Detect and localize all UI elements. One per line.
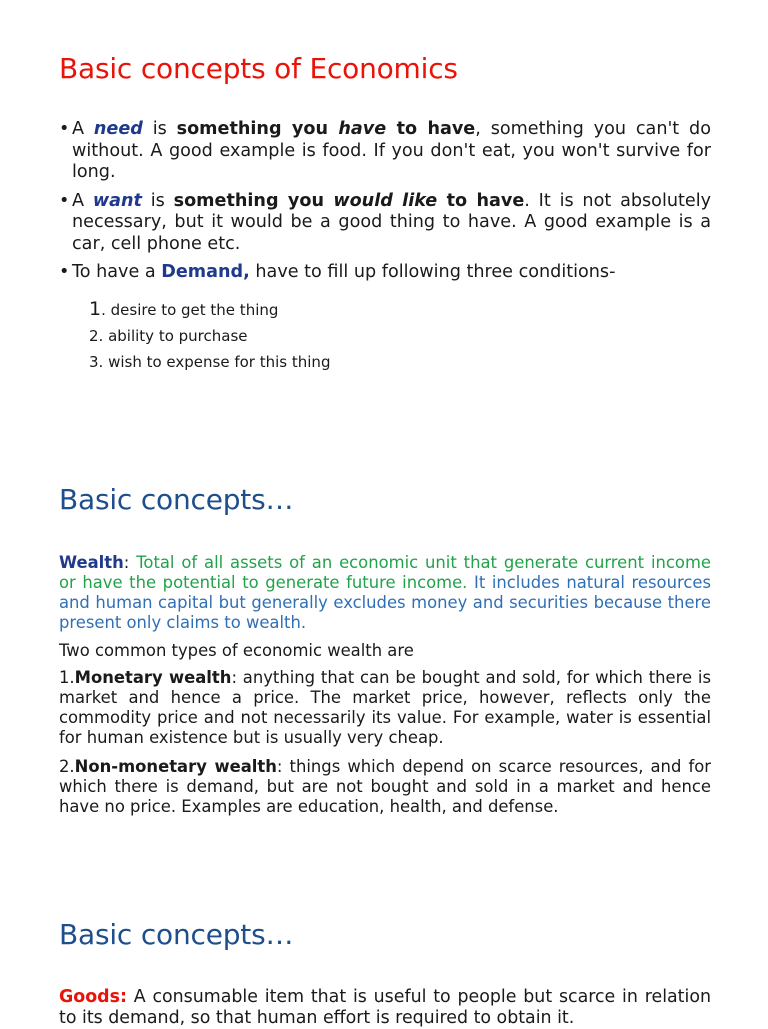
bullet-list [59,119,711,284]
bullet-dot: • [59,262,70,282]
bullet-dot: • [59,119,70,139]
bullet-demand: • To have a Demand, have to fill up following three conditions- [59,262,616,282]
slide-title: Basic concepts of Economics [59,52,458,85]
goods-label: Goods: [59,987,127,1007]
demand-keyword: Demand, [161,262,250,282]
slide-basic-concepts-economics [0,0,768,430]
slide-title: Basic concepts… [59,918,294,951]
condition-item: 1. desire to get the thing [89,298,279,320]
wealth-label: Wealth [59,553,124,572]
slide-wealth [0,433,768,867]
bullet-need: • A need is something you have to have, something you can't do without. A good example is food. If you don't eat, you won't survive for long. [59,119,711,182]
wealth-types-intro: Two common types of economic wealth are [59,641,414,660]
monetary-wealth: 1.Monetary wealth: anything that can be bought and sold, for which there is market and hence a price. The market price, however, reflects only the commodity price and not necessarily its value. For example, water is essential for human existence but is usually very cheap. [59,668,711,747]
need-keyword: need [93,119,143,139]
non-monetary-wealth-label: Non-monetary wealth [74,757,277,776]
condition-item: 2. ability to purchase [89,327,248,345]
condition-item: 3. wish to expense for this thing [89,353,331,371]
slide-title: Basic concepts… [59,483,294,516]
want-keyword: want [92,190,142,211]
slide-goods [0,868,768,1028]
demand-conditions-list [89,296,330,375]
goods-definition: Goods: A consumable item that is useful to people but scarce in relation to its demand, so that human effort is required to obtain it. [59,987,711,1028]
non-monetary-wealth: 2.Non-monetary wealth: things which depend on scarce resources, and for which there is demand, but are not bought and sold in a market and hence have no price. Examples are education, health, and defense. [59,757,711,816]
wealth-definition: Wealth: Total of all assets of an economic unit that generate current income or have the potential to generate future income. It includes natural resources and human capital but generally excludes money and securities because there present only claims to wealth. [59,553,711,632]
monetary-wealth-label: Monetary wealth [74,668,232,687]
bullet-want: • A want is something you would like to have. It is not absolutely necessary, but it would be a good thing to have. A good example is a car, cell phone etc. [59,190,712,254]
bullet-dot: • [59,190,70,211]
